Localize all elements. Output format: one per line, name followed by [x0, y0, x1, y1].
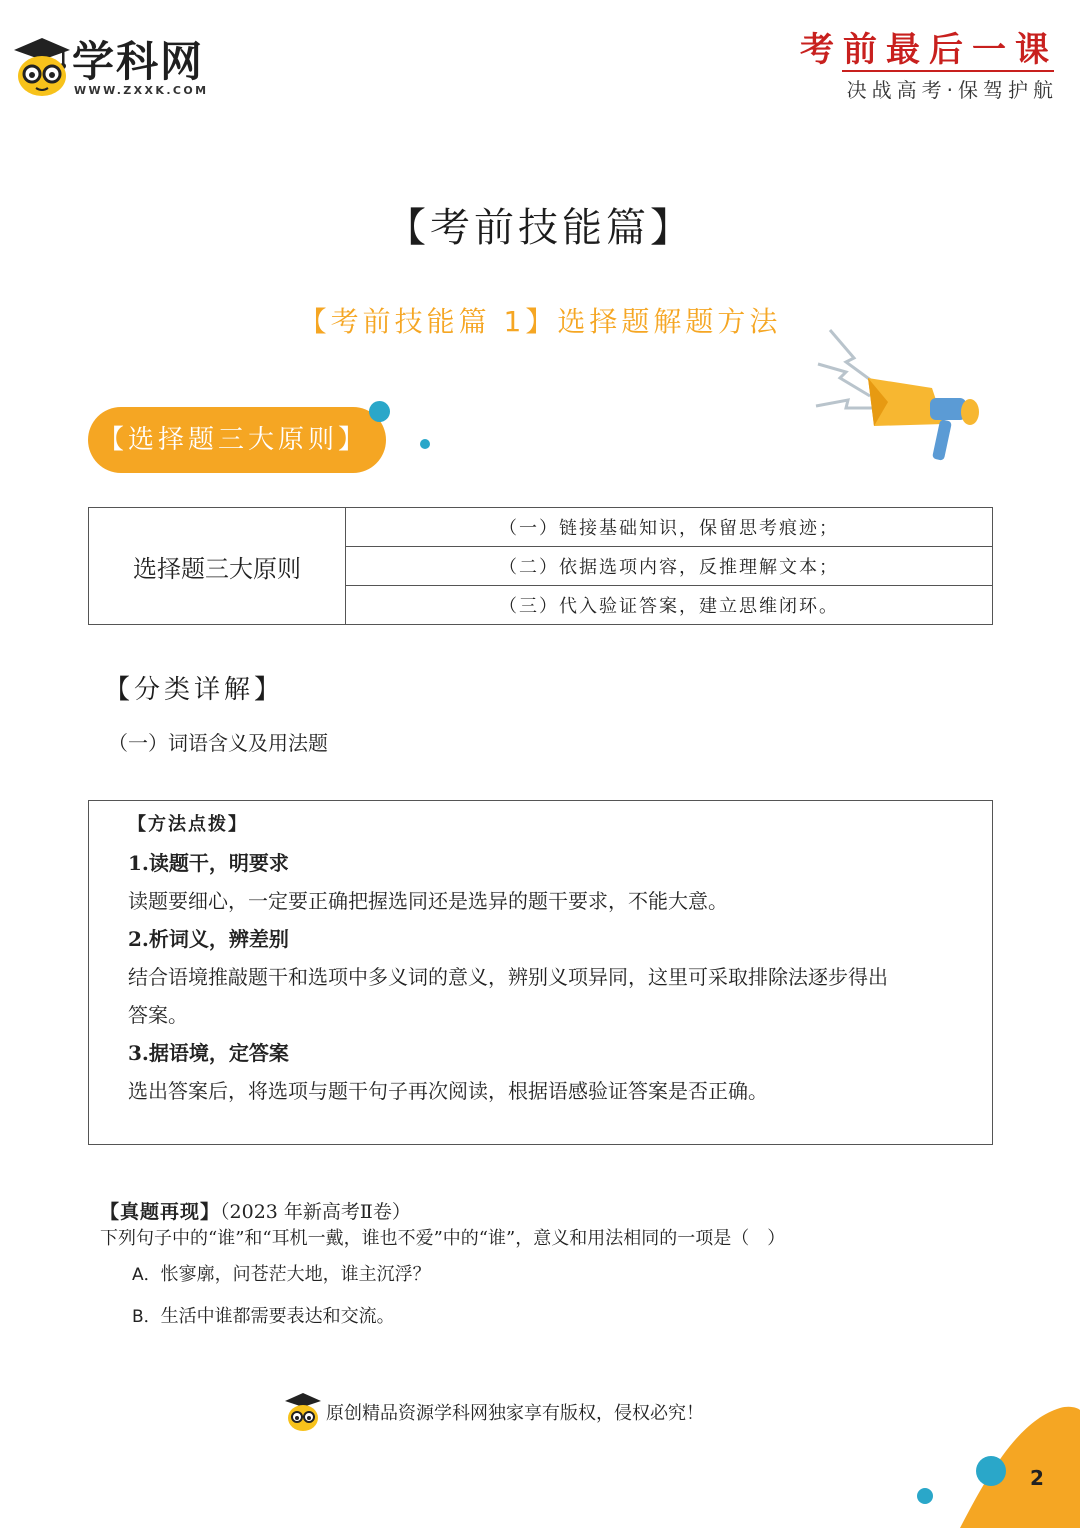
option-text: 生活中谁都需要表达和交流。: [160, 1306, 395, 1327]
decor-dot: [917, 1488, 933, 1504]
principle-item: （一）链接基础知识，保留思考痕迹；: [346, 508, 993, 547]
option-b: [132, 1303, 395, 1331]
page-number: 2: [1030, 1466, 1044, 1490]
logo-text: 学科网: [72, 37, 205, 86]
option-key: B．: [132, 1307, 161, 1327]
question-stem: 下列句子中的“谁”和“耳机一戴，谁也不爱”中的“谁”，意义和用法相同的一项是（ ）: [100, 1228, 786, 1249]
method-step-title: 2.析词义，辨差别: [128, 927, 289, 951]
option-key: A．: [132, 1265, 161, 1285]
method-step-body: 答案。: [128, 1003, 188, 1027]
megaphone-icon: [812, 322, 988, 467]
corner-decoration: [950, 1400, 1080, 1528]
logo-url: WWW.ZXXK.COM: [74, 84, 209, 97]
decor-dot: [420, 439, 430, 449]
real-exam-source: （2023 年新高考Ⅱ卷）: [220, 1201, 411, 1223]
copyright-notice: 原创精品资源学科网独家享有版权，侵权必究！: [326, 1403, 704, 1424]
decor-dot: [976, 1456, 1006, 1486]
method-heading: 【方法点拨】: [128, 814, 248, 835]
site-logo[interactable]: [12, 36, 222, 106]
principle-item: （三）代入验证答案，建立思维闭环。: [346, 586, 993, 625]
method-step-body: 读题要细心，一定要正确把握选同还是选异的题干要求，不能大意。: [128, 889, 728, 913]
section-title: 【考前技能篇】: [386, 205, 694, 251]
category-heading: （一）词语含义及用法题: [108, 731, 328, 755]
method-step-title: 3.据语境，定答案: [128, 1041, 289, 1065]
sub-title: 【考前技能篇 1】选择题解题方法: [298, 305, 782, 338]
owl-graduate-icon: [12, 36, 72, 98]
principle-item: （二）依据选项内容，反推理解文本；: [346, 547, 993, 586]
decor-dot: [369, 401, 390, 422]
principles-table: [88, 507, 993, 625]
option-a: [132, 1261, 431, 1289]
classify-heading: 【分类详解】: [104, 675, 285, 705]
principles-banner-label: 【选择题三大原则】: [98, 425, 369, 455]
option-text: 怅寥廓，问苍茫大地，谁主沉浮？: [160, 1264, 431, 1285]
owl-graduate-icon: [284, 1392, 322, 1432]
brand-title: 考前最后一课: [800, 30, 1058, 70]
brand-divider: [842, 70, 1054, 72]
method-step-title: 1.读题干，明要求: [128, 851, 289, 875]
real-exam-heading: [100, 1197, 411, 1227]
method-step-body: 结合语境推敲题干和选项中多义词的意义，辨别义项异同，这里可采取排除法逐步得出: [128, 965, 888, 989]
principles-table-lead: 选择题三大原则: [89, 508, 346, 625]
brand-subtitle: 决战高考·保驾护航: [846, 78, 1058, 102]
method-step-body: 选出答案后，将选项与题干句子再次阅读，根据语感验证答案是否正确。: [128, 1079, 768, 1103]
real-exam-label: 【真题再现】: [100, 1201, 221, 1223]
